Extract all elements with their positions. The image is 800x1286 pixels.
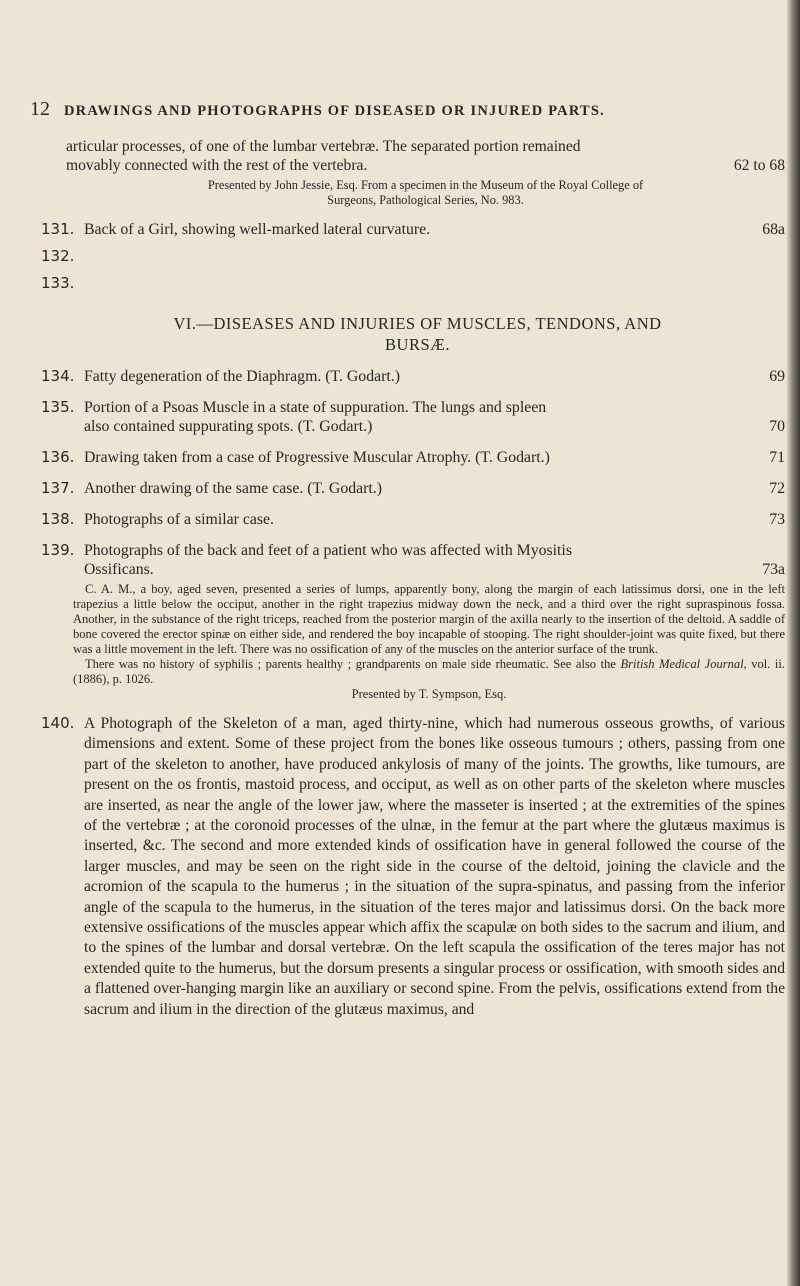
presented-by: Presented by T. Sympson, Esq. (351, 687, 507, 701)
book-page (30, 98, 785, 1020)
presentation-note-line-2: Surgeons, Pathological Series, No. 983. (327, 193, 524, 207)
journal-title: British Medical Journal (620, 657, 744, 671)
entry-number: 140. (41, 714, 75, 732)
entry-text: Fatty degeneration of the Diaphragm. (T. Godart.) (84, 368, 400, 385)
entry-number: 131. (41, 220, 75, 238)
entry-140 (30, 714, 785, 1020)
entry-text-line-2: also contained suppurating spots. (T. Godart.) (84, 418, 373, 435)
entry-reference: 70 (769, 418, 785, 435)
entry-132 (30, 247, 785, 266)
case-note-history: There was no history of syphilis ; parents healthy ; grandparents on male side rheumatic. See also the British Medical Journal, vol. ii. (1886), p. 1026. (73, 657, 786, 686)
continued-line-1: articular processes, of one of the lumbar vertebræ. The separated portion remained (66, 138, 581, 155)
entry-number: 137. (41, 479, 75, 497)
entry-text: A Photograph of the Skeleton of a man, aged thirty-nine, which had numerous osseous growths, of various dimensions and extent. Some of these project from the bones like osseous tumours ; others, passing from one part of the skeleton to another, have produced ankylosis of many of the joints. The growths, like tumours, are present on the os frontis, mastoid process, and occiput, as well as on other parts of the skeleton where muscles are inserted, as near the angle of the lower jaw, where the masseter is inserted ; at the extremities of the spines of the vertebræ ; at the coronoid processes of the ulnæ, in the femur at the part where the glutæus maximus is inserted, &c. The second and more extended kinds of ossification have in general followed the course of the larger muscles, and may be seen on the right side in the course of the deltoid, joining the clavicle and the acromion of the scapula to the humerus ; in the situation of the supra-spinatus, and passing from the inferior angle of the scapula to the humerus, in the situation of the teres major and latissimus dorsi. On the back more extensive ossifications of the muscles appear which affix the scapulæ on both sides to the sacrum and ilium, and to the spines of the lumbar and dorsal vertebræ. On the left scapula the ossification of the teres major has not extended quite to the humerus, but the dorsum presents a singular process or ossification, with smooth sides and a flattened over-hanging margin like an auxiliary or second spine. From the pelvis, ossifications extend from the sacrum and ilium in the direction of the glutæus maximus, and (84, 715, 785, 1018)
page-number: 12 (30, 98, 50, 120)
entry-131 (30, 220, 785, 239)
section-heading-line-1: VI.—DISEASES AND INJURIES OF MUSCLES, TENDONS, AND (173, 314, 662, 333)
entry-text: Back of a Girl, showing well-marked lateral curvature. (84, 221, 431, 238)
section-heading (80, 313, 755, 355)
continued-line-2-text: movably connected with the rest of the vertebra. (66, 157, 368, 174)
entry-reference: 72 (769, 480, 785, 497)
entry-reference: 62 to 68 (733, 157, 785, 174)
entry-number: 136. (41, 448, 75, 466)
entry-reference: 73a (762, 561, 785, 578)
entry-139 (30, 541, 785, 579)
entry-text-line-2: Ossificans. (84, 561, 154, 578)
entry-133 (30, 274, 785, 293)
entry-number: 139. (41, 541, 75, 559)
running-title: DRAWINGS AND PHOTOGRAPHS OF DISEASED OR INJURED PARTS. (64, 103, 605, 119)
entry-135 (30, 398, 785, 436)
entry-number: 133. (41, 274, 75, 292)
entry-134 (30, 367, 785, 386)
continued-entry (66, 137, 785, 208)
entry-text-line-1: Portion of a Psoas Muscle in a state of suppuration. The lungs and spleen (84, 399, 547, 416)
entry-text: Photographs of a similar case. (84, 511, 274, 528)
entry-136 (30, 448, 785, 467)
page-edge-shadow (786, 0, 800, 1286)
entry-number: 138. (41, 510, 75, 528)
case-note (73, 582, 785, 702)
case-note-paragraph: C. A. M., a boy, aged seven, presented a series of lumps, apparently bony, along the margin of each latissimus dorsi, one in the left trapezius a little below the occiput, another in the right trapezius midway down the neck, and a third over the right supraspinous fossa. Another, in the substance of the right triceps, reached from the posterior margin of the axilla nearly to the insertion of the deltoid. A saddle of bone covered the erector spinæ on either side, and rendered the boy incapable of stooping. The right shoulder-joint was quite fixed, but there was a little movement in the left. There was no ossification of any of the muscles on the anterior surface of the trunk. (73, 582, 785, 656)
entry-number: 132. (41, 247, 75, 265)
entry-text: Another drawing of the same case. (T. Godart.) (84, 480, 382, 497)
entry-reference: 69 (769, 368, 785, 385)
continued-line-2 (66, 156, 785, 175)
section-heading-line-2: BURSÆ. (385, 335, 450, 354)
entry-text: Drawing taken from a case of Progressive Muscular Atrophy. (T. Godart.) (84, 449, 550, 466)
entry-reference: 73 (769, 511, 785, 528)
presentation-note-line-1: Presented by John Jessie, Esq. From a specimen in the Museum of the Royal College of (207, 178, 644, 192)
entry-138 (30, 510, 785, 529)
entry-text-line-1: Photographs of the back and feet of a patient who was affected with Myositis (84, 542, 572, 559)
entry-reference: 68a (762, 221, 785, 238)
running-head (30, 98, 785, 121)
entry-number: 135. (41, 398, 75, 416)
entry-reference: 71 (769, 449, 785, 466)
entry-137 (30, 479, 785, 498)
entry-number: 134. (41, 367, 75, 385)
